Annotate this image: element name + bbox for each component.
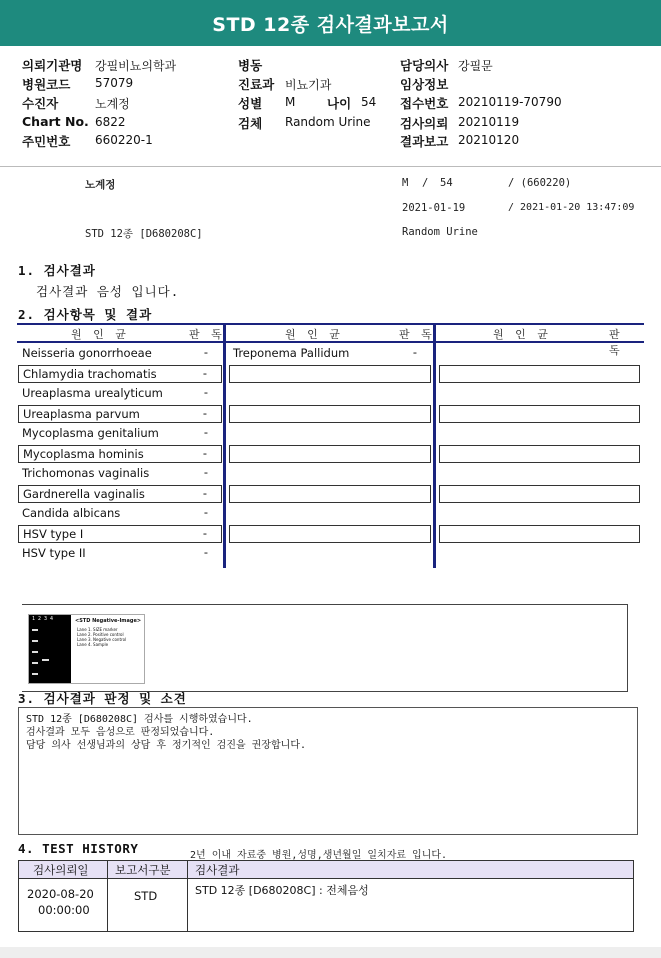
result-row [18,525,222,543]
organism-result: - [202,486,207,500]
col2-verdict-header: 판 독 [399,328,436,341]
empty-row-box [439,485,640,503]
chart-label: Chart No. [22,114,89,129]
organism-result: - [202,406,207,420]
report-label: 결과보고 [400,134,449,149]
empty-row-box [229,485,431,503]
history-col-divider [187,861,188,931]
organism-result: - [203,465,208,479]
empty-row-box [439,525,640,543]
summary-reported: / 2021-01-20 13:47:09 [508,202,635,213]
request-value: 20210119 [458,115,520,129]
doctor-value: 강필문 [458,59,493,73]
gel-band [32,640,38,642]
hospital-label: 의뢰기관명 [22,58,83,73]
gel-legend-item: Lane 2. Positive control [77,632,124,637]
result-grid [17,323,644,568]
result-row [18,505,222,523]
organism-name: Mycoplasma hominis [23,447,144,461]
col1-verdict-header: 판 독 [189,328,226,341]
gel-band [32,651,38,653]
col3-verdict-header: 판 독 [609,328,624,357]
organism-result: - [203,545,208,559]
report-title: STD 12종 검사결과보고서 [212,13,449,36]
rrn-label: 주민번호 [22,134,71,149]
empty-row-box [229,525,431,543]
organism-name: Ureaplasma parvum [23,407,140,421]
doctor-label: 담당의사 [400,58,449,73]
result-row [18,545,222,563]
history-date: 2020-08-20 [27,887,94,901]
section2-title: 2. 검사항목 및 결과 [18,307,153,322]
request-label: 검사의뢰 [400,116,449,131]
gel-legend-item: Lane 1. SIZE marker [77,627,118,632]
gel-band [32,629,38,631]
sex-value: M [285,95,296,109]
grid-divider-1 [223,323,226,568]
organism-name: Ureaplasma urealyticum [22,386,163,400]
empty-row-box [439,445,640,463]
specimen-label: 검체 [238,116,263,131]
organism-name: Trichomonas vaginalis [22,466,150,480]
result-row [229,345,431,363]
page-footer-band [0,947,661,958]
organism-result: - [202,366,207,380]
summary-test: STD 12종 [D680208C] [85,228,203,240]
summary-name: 노계정 [85,179,116,191]
result-row [18,485,222,503]
empty-row-box [439,405,640,423]
clinical-label: 임상정보 [400,77,449,92]
history-header-result: 검사결과 [195,863,240,877]
history-table [18,860,634,932]
dept-label: 진료과 [238,77,275,92]
accession-value: 20210119-70790 [458,95,562,109]
result-row [18,405,222,423]
age-value: 54 [361,95,377,109]
remarks-box [18,707,638,835]
dept-value: 비뇨기과 [285,78,332,92]
history-note: 2년 이내 자료중 병원,성명,생년월일 일치자료 입니다. [190,850,448,861]
gel-caption: <STD Negative-Image> [75,618,142,624]
summary-specimen: Random Urine [402,226,478,238]
accession-label: 접수번호 [400,96,449,111]
organism-result: - [203,345,208,359]
gel-image-frame [22,604,628,692]
patient-value: 노계정 [95,97,130,111]
code-label: 병원코드 [22,77,71,92]
organism-result: - [203,385,208,399]
section3-title: 3. 검사결과 판정 및 소견 [18,691,187,706]
history-col-divider [107,861,108,931]
organism-name: Candida albicans [22,506,121,520]
result-row [18,385,222,403]
gel-lane-numbers: 1 2 3 4 [32,616,54,622]
section1-result-text: 검사결과 음성 입니다. [36,284,180,299]
hospital-value: 강필비뇨의학과 [95,59,177,73]
organism-name: HSV type II [22,546,86,560]
history-time: 00:00:00 [38,903,90,917]
history-header-type: 보고서구분 [115,863,171,877]
organism-result: - [203,505,208,519]
specimen-value: Random Urine [285,115,371,129]
report-header [0,48,661,167]
history-result: STD 12종 [D680208C] : 전체음성 [195,884,369,897]
history-header-date: 검사의뢰일 [33,863,89,877]
ward-label: 병동 [238,58,263,73]
summary-slash: / [422,177,429,189]
empty-row-box [439,365,640,383]
chart-value: 6822 [95,115,126,129]
section4-title: 4. TEST HISTORY [18,841,139,856]
empty-row-box [229,405,431,423]
summary-date: 2021-01-19 [402,202,466,214]
organism-result: - [412,345,417,359]
gel-band [32,662,38,664]
remark-line: STD 12종 [D680208C] 검사를 시행하였습니다. [26,714,253,725]
gel-legend-item: Lane 3. Negative control [77,637,127,642]
empty-row-box [229,445,431,463]
empty-row-box [229,365,431,383]
history-type: STD [134,889,158,903]
gel-lanes-panel [29,615,71,683]
organism-name: Treponema Pallidum [233,346,350,360]
result-row [18,365,222,383]
organism-name: Mycoplasma genitalium [22,426,159,440]
summary-sex: M [402,177,409,189]
sex-label: 성별 [238,96,263,111]
gel-legend-item: Lane 4. Sample [77,642,109,647]
gel-band [32,673,38,675]
remark-line: 담당 의사 선생님과의 상담 후 정기적인 검진을 권장합니다. [26,740,307,751]
result-row [18,465,222,483]
gel-band [42,659,49,661]
grid-divider-2 [433,323,436,568]
organism-name: Gardnerella vaginalis [23,487,145,501]
gel-legend [77,627,126,647]
code-value: 57079 [95,76,134,90]
col2-org-header: 원 인 균 [285,328,344,341]
organism-result: - [203,425,208,439]
result-row [18,345,222,363]
summary-birth: / (660220) [508,177,572,189]
organism-name: HSV type I [23,527,84,541]
col3-org-header: 원 인 균 [493,328,552,341]
organism-result: - [202,526,207,540]
summary-age: 54 [440,177,453,189]
organism-result: - [202,446,207,460]
organism-name: Neisseria gonorrhoeae [22,346,152,360]
rrn-value: 660220-1 [95,133,153,147]
age-label: 나이 [327,96,352,111]
report-title-bar [0,0,661,46]
report-value: 20210120 [458,133,520,147]
patient-label: 수진자 [22,96,59,111]
gel-electrophoresis-image [28,614,145,684]
grid-top-rule [17,323,644,325]
col1-org-header: 원 인 균 [71,328,130,341]
result-row [18,425,222,443]
remark-line: 검사결과 모두 음성으로 판정되었습니다. [26,727,215,738]
organism-name: Chlamydia trachomatis [23,367,157,381]
history-header-row [19,861,633,879]
section1-title: 1. 검사결과 [18,263,96,278]
result-row [18,445,222,463]
